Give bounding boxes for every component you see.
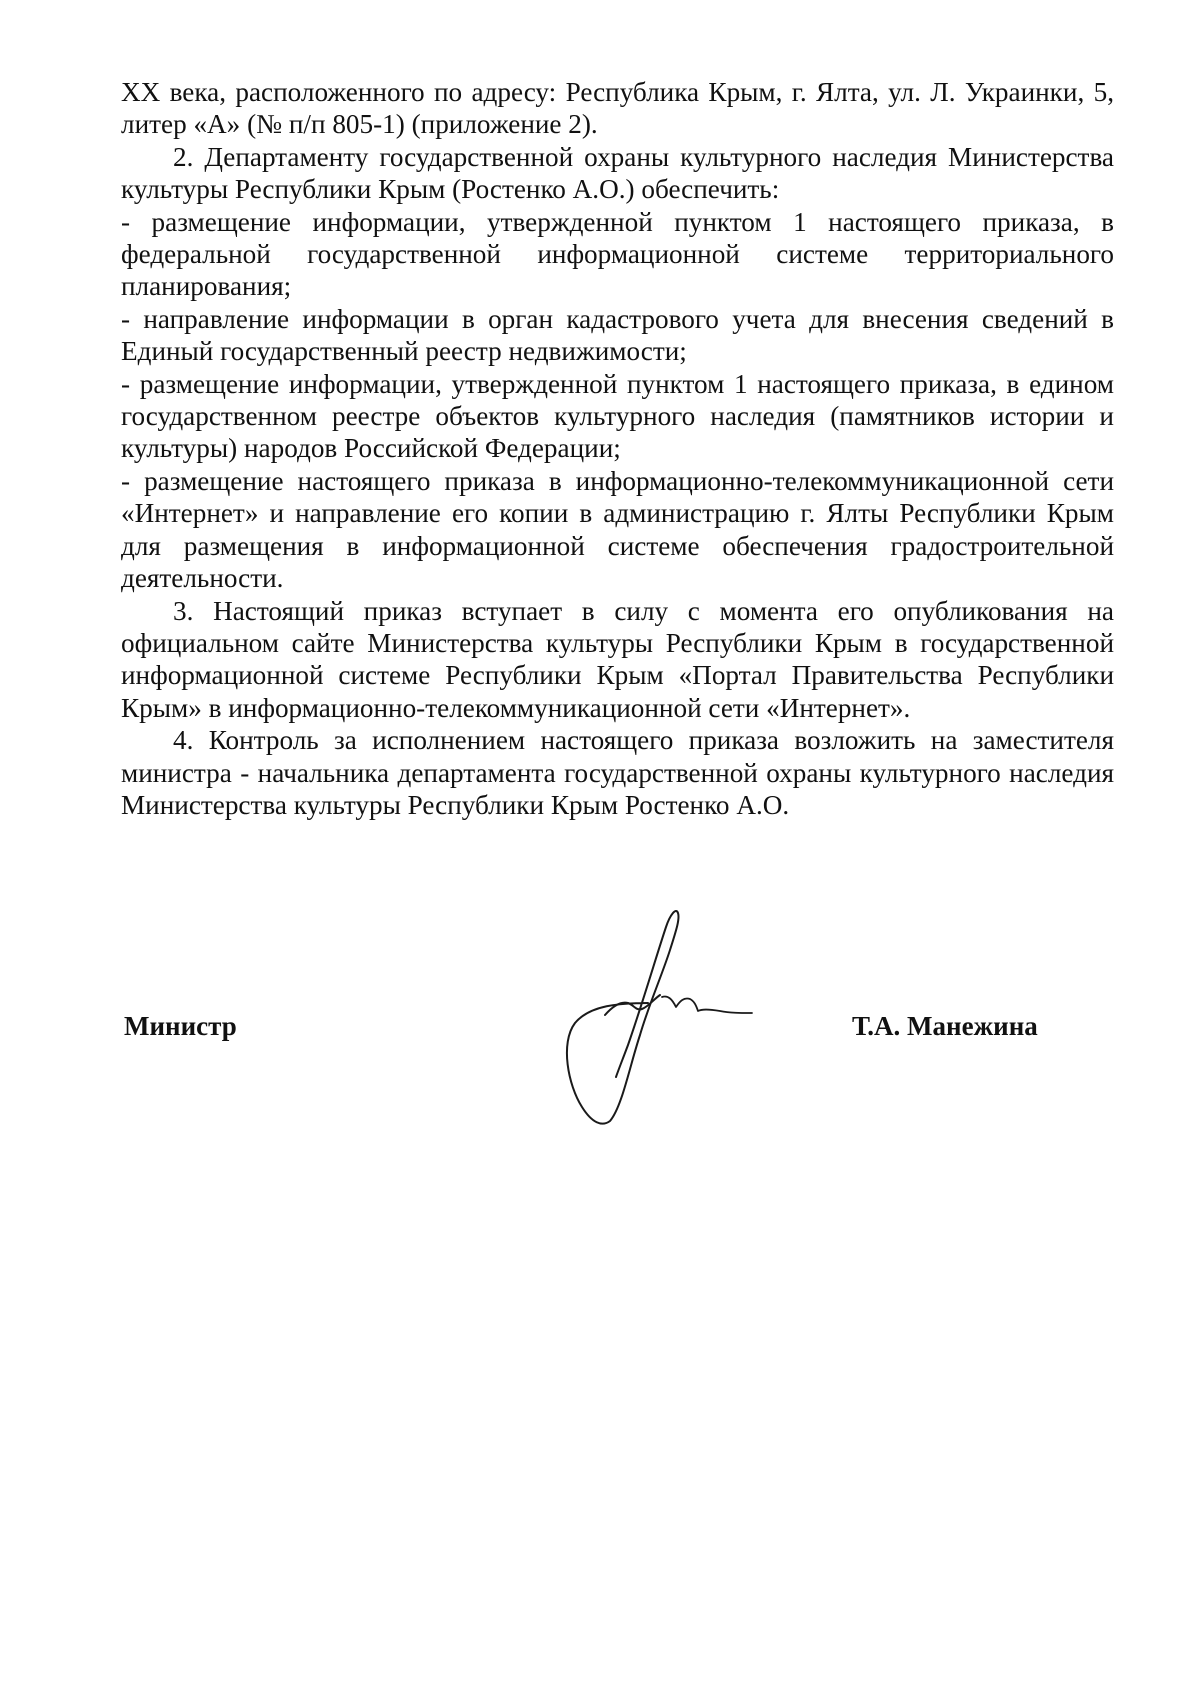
paragraph-bullet-cadastral: - направление информации в орган кадастрового учета для внесения сведений в Единый государственный реестр недвижимости; <box>121 303 1114 367</box>
paragraph-bullet-internet-publication: - размещение настоящего приказа в информационно-телекоммуникационной сети «Интернет» и направление его копии в администрацию г. Ялты Республики Крым для размещения в информационной системе обеспечения градостроительной деятельности. <box>121 465 1114 594</box>
paragraph-bullet-heritage-registry: - размещение информации, утвержденной пунктом 1 настоящего приказа, в едином государственном реестре объектов культурного наследия (памятников истории и культуры) народов Российской Федерации; <box>121 368 1114 464</box>
signatory-role: Министр <box>124 1011 237 1041</box>
paragraph-item-2: 2. Департаменту государственной охраны культурного наследия Министерства культуры Республики Крым (Ростенко А.О.) обеспечить: <box>121 141 1114 205</box>
signatory-name: Т.А. Манежина <box>852 1011 1038 1041</box>
paragraph-bullet-territorial-planning: - размещение информации, утвержденной пунктом 1 настоящего приказа, в федеральной государственной информационной системе территориального планирования; <box>121 206 1114 302</box>
paragraph-address-continuation: XX века, расположенного по адресу: Республика Крым, г. Ялта, ул. Л. Украинки, 5, литер «А» (№ п/п 805-1) (приложение 2). <box>121 77 1114 140</box>
document-body <box>121 76 1114 821</box>
handwritten-signature <box>530 895 770 1135</box>
paragraph-item-3: 3. Настоящий приказ вступает в силу с момента его опубликования на официальном сайте Министерства культуры Республики Крым в государственной информационной системе Республики Крым «Портал Правительства Республики Крым» в информационно-телекоммуникационной сети «Интернет». <box>121 595 1114 723</box>
paragraph-item-4: 4. Контроль за исполнением настоящего приказа возложить на заместителя министра - начальника департамента государственной охраны культурного наследия Министерства культуры Республики Крым Ростенко А.О. <box>121 725 1114 820</box>
